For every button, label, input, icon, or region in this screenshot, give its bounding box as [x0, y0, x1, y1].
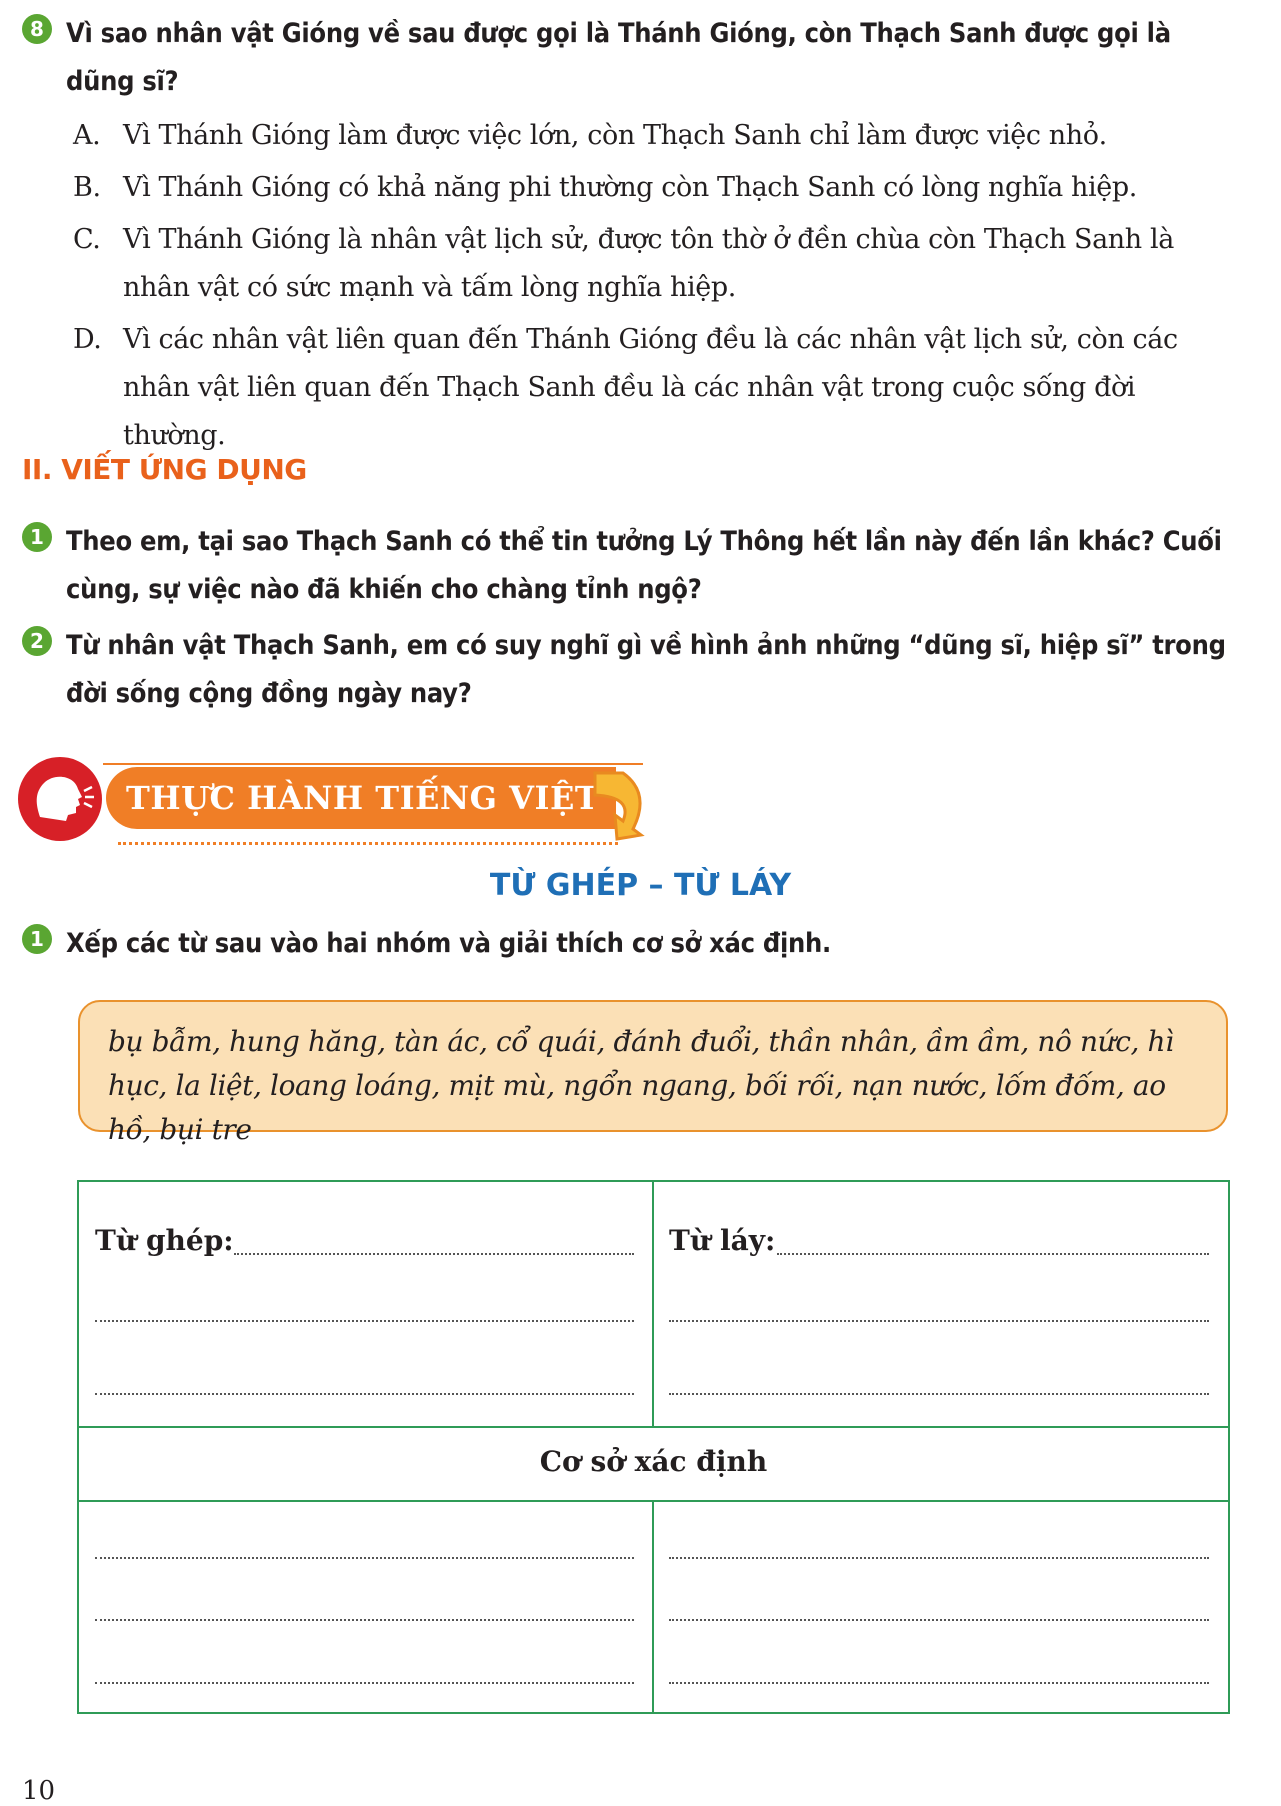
banner-dotted-underline — [118, 842, 618, 845]
question-text: Xếp các từ sau vào hai nhóm và giải thích cơ sở xác định. — [66, 928, 831, 959]
option-letter: C. — [73, 224, 101, 255]
option-letter: D. — [73, 324, 102, 355]
question-text: Từ nhân vật Thạch Sanh, em có suy nghĩ gì về hình ảnh những “dũng sĩ, hiệp sĩ” trong đời sống cộng đồng ngày nay? — [66, 630, 1226, 709]
question-8 — [22, 10, 1232, 106]
answer-line[interactable] — [669, 1393, 1209, 1395]
option-text: Vì Thánh Gióng làm được việc lớn, còn Thạch Sanh chỉ làm được việc nhỏ. — [123, 120, 1107, 151]
section2-question-1 — [22, 518, 1232, 614]
option-letter: B. — [73, 172, 101, 203]
option-a — [73, 112, 1238, 160]
option-b — [73, 164, 1238, 212]
banner-title: THỰC HÀNH TIẾNG VIỆT — [126, 779, 600, 817]
answer-line[interactable] — [777, 1253, 1209, 1255]
option-c — [73, 216, 1238, 312]
arrow-icon — [593, 771, 655, 843]
table-divider-top — [652, 1182, 654, 1426]
answer-table — [77, 1180, 1230, 1714]
option-text: Vì Thánh Gióng có khả năng phi thường còn Thạch Sanh có lòng nghĩa hiệp. — [123, 172, 1137, 203]
speaking-head-icon — [18, 757, 102, 841]
practice-banner — [18, 757, 658, 857]
answer-line[interactable] — [95, 1557, 634, 1559]
question-text: Vì sao nhân vật Gióng về sau được gọi là Thánh Gióng, còn Thạch Sanh được gọi là dũng sĩ? — [66, 18, 1171, 97]
table-row-line — [79, 1426, 1228, 1428]
table-divider-bottom — [652, 1502, 654, 1714]
answer-line[interactable] — [669, 1557, 1209, 1559]
answer-line[interactable] — [95, 1682, 634, 1684]
section-heading: II. VIẾT ỨNG DỤNG — [22, 453, 307, 486]
section2-question-2 — [22, 622, 1232, 718]
answer-line[interactable] — [234, 1253, 634, 1255]
banner-top-line — [103, 763, 643, 765]
option-text: Vì các nhân vật liên quan đến Thánh Gióng đều là các nhân vật lịch sử, còn các nhân vật liên quan đến Thạch Sanh đều là các nhân vật trong cuộc sống đời thường. — [123, 324, 1178, 451]
basis-heading: Cơ sở xác định — [539, 1445, 768, 1478]
answer-line[interactable] — [669, 1619, 1209, 1621]
question-number-badge: 8 — [22, 14, 52, 44]
practice-subtitle: TỪ GHÉP – TỪ LÁY — [489, 868, 792, 903]
option-d — [73, 316, 1238, 460]
answer-line[interactable] — [669, 1320, 1209, 1322]
option-letter: A. — [73, 120, 101, 151]
question-number-badge: 1 — [22, 522, 52, 552]
reduplicative-words-label: Từ láy: — [669, 1224, 776, 1257]
answer-line[interactable] — [669, 1682, 1209, 1684]
option-text: Vì Thánh Gióng là nhân vật lịch sử, được tôn thờ ở đền chùa còn Thạch Sanh là nhân vật có sức mạnh và tấm lòng nghĩa hiệp. — [123, 224, 1174, 303]
question-text: Theo em, tại sao Thạch Sanh có thể tin tưởng Lý Thông hết lần này đến lần khác? Cuối cùng, sự việc nào đã khiến cho chàng tỉnh ngộ? — [66, 526, 1222, 605]
compound-words-label: Từ ghép: — [95, 1224, 234, 1257]
page-number: 10 — [22, 1776, 56, 1806]
question-number-badge: 1 — [22, 924, 52, 954]
answer-options — [73, 112, 1238, 460]
question-number-badge: 2 — [22, 626, 52, 656]
word-list-box: bụ bẫm, hung hăng, tàn ác, cổ quái, đánh đuổi, thần nhân, ầm ầm, nô nức, hì hục, la liệt, loang loáng, mịt mù, ngổn ngang, bối rối, nạn nước, lốm đốm, ao hồ, bụi tre — [78, 1000, 1228, 1132]
answer-line[interactable] — [95, 1320, 634, 1322]
answer-line[interactable] — [95, 1619, 634, 1621]
practice-question-1 — [22, 920, 1232, 968]
answer-line[interactable] — [95, 1393, 634, 1395]
